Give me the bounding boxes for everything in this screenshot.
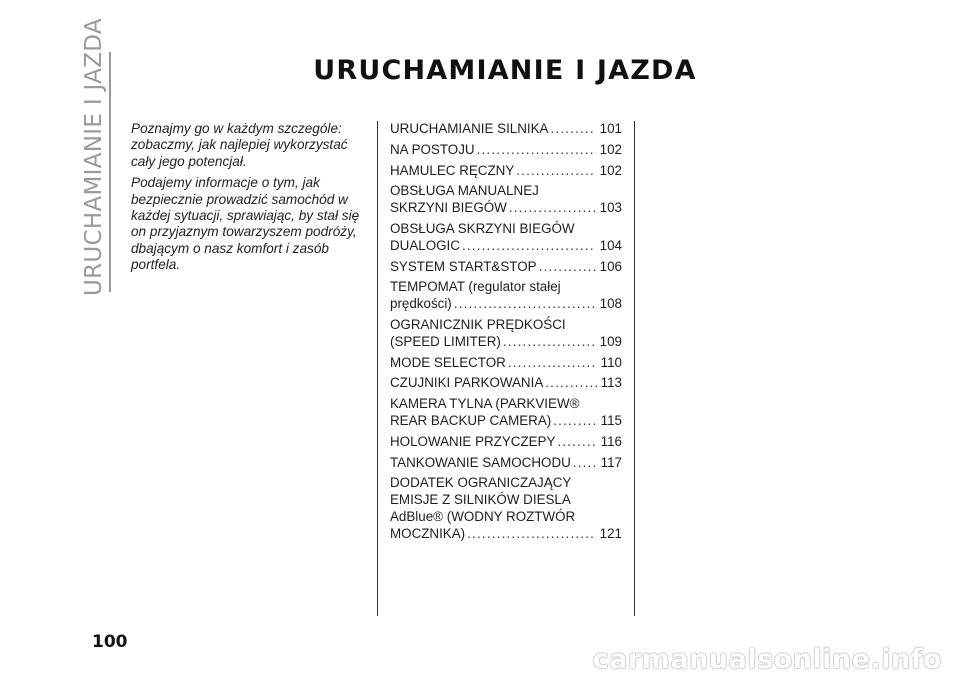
column-divider-left xyxy=(377,121,378,616)
toc-entry-title: SKRZYNI BIEGÓW xyxy=(390,200,507,216)
toc-page-number: 110 xyxy=(600,354,622,370)
toc-entry[interactable] xyxy=(390,221,622,255)
toc-entry[interactable] xyxy=(390,434,622,451)
toc-entry[interactable] xyxy=(390,121,622,138)
dot-leader xyxy=(573,455,597,472)
sidebar-section-title: URUCHAMIANIE I JAZDA xyxy=(81,18,107,296)
toc-entry[interactable] xyxy=(390,355,622,372)
toc-entry-line: DODATEK OGRANICZAJĄCY xyxy=(390,475,572,491)
toc-entry-title: MOCZNIKA) xyxy=(390,525,466,541)
dot-leader xyxy=(553,413,596,430)
toc-entry[interactable] xyxy=(390,455,622,472)
toc-entry-title: MODE SELECTOR xyxy=(390,354,506,370)
toc-entry-title: prędkości) xyxy=(390,296,452,312)
toc-entry-line: TEMPOMAT (regulator stałej xyxy=(390,279,561,295)
toc-entry-title: HOLOWANIE PRZYCZEPY xyxy=(390,433,556,449)
toc-entry-title: TANKOWANIE SAMOCHODU xyxy=(390,454,571,470)
toc-entry-line: OBSŁUGA MANUALNEJ xyxy=(390,183,539,199)
dot-leader xyxy=(516,163,595,180)
toc-entry-title: REAR BACKUP CAMERA) xyxy=(390,412,552,428)
toc-page-number: 113 xyxy=(600,375,622,391)
toc-page-number: 101 xyxy=(599,121,622,136)
toc-entry[interactable] xyxy=(390,317,622,351)
dot-leader xyxy=(545,375,596,392)
dot-leader xyxy=(467,526,596,543)
sidebar-divider xyxy=(109,52,111,292)
toc-entry[interactable] xyxy=(390,279,622,313)
dot-leader xyxy=(509,200,596,217)
page-title: URUCHAMIANIE I JAZDA xyxy=(313,55,697,86)
toc-entry-title: NA POSTOJU xyxy=(390,141,475,157)
table-of-contents xyxy=(390,121,622,547)
toc-page-number: 106 xyxy=(599,258,622,274)
toc-page-number: 108 xyxy=(599,296,622,312)
toc-entry[interactable] xyxy=(390,259,622,276)
toc-entry[interactable] xyxy=(390,163,622,180)
dot-leader xyxy=(550,121,595,138)
toc-entry-title: DUALOGIC xyxy=(390,237,460,253)
intro-paragraph: Podajemy informacje o tym, jak bezpiecznie prowadzić samochód w każdej sytuacji, sprawiając, by stał się on przyjaznym towarzyszem podróży, dbającym o nasz komfort i zasób portfela. xyxy=(131,175,360,273)
dot-leader xyxy=(462,238,596,255)
toc-entry[interactable] xyxy=(390,183,622,217)
page-number: 100 xyxy=(92,632,128,652)
dot-leader xyxy=(557,434,596,451)
toc-entry-title: CZUJNIKI PARKOWANIA xyxy=(390,375,544,391)
intro-text xyxy=(131,121,363,279)
toc-page-number: 102 xyxy=(599,162,622,178)
intro-paragraph: Poznajmy go w każdym szczególe: zobaczmy, jak najlepiej wykorzystać cały jego potencjał. xyxy=(131,121,348,169)
watermark-logo: carmanualsonline.info xyxy=(592,644,942,675)
toc-entry[interactable] xyxy=(390,475,622,542)
dot-leader xyxy=(508,355,597,372)
toc-entry-title: SYSTEM START&STOP xyxy=(390,258,537,274)
toc-entry[interactable] xyxy=(390,375,622,392)
toc-page-number: 102 xyxy=(599,141,622,157)
toc-entry-line: KAMERA TYLNA (PARKVIEW® xyxy=(390,396,580,412)
dot-leader xyxy=(503,334,596,351)
toc-page-number: 103 xyxy=(599,200,622,216)
toc-page-number: 117 xyxy=(600,454,622,470)
toc-entry-line: AdBlue® (WODNY ROZTWÓR xyxy=(390,508,576,524)
toc-entry-line: OBSŁUGA SKRZYNI BIEGÓW xyxy=(390,220,575,236)
toc-entry-line: OGRANICZNIK PRĘDKOŚCI xyxy=(390,316,566,332)
toc-page-number: 121 xyxy=(599,525,622,541)
toc-entry[interactable] xyxy=(390,142,622,159)
toc-entry[interactable] xyxy=(390,396,622,430)
toc-page-number: 116 xyxy=(600,433,622,449)
dot-leader xyxy=(539,259,596,276)
toc-entry-title: URUCHAMIANIE SILNIKA xyxy=(390,121,549,136)
toc-page-number: 115 xyxy=(600,412,622,428)
column-divider-right xyxy=(634,121,635,616)
toc-page-number: 109 xyxy=(599,333,622,349)
toc-entry-title: (SPEED LIMITER) xyxy=(390,333,501,349)
dot-leader xyxy=(454,296,596,313)
toc-page-number: 104 xyxy=(599,237,622,253)
dot-leader xyxy=(477,142,596,159)
toc-entry-title: HAMULEC RĘCZNY xyxy=(390,162,515,178)
toc-entry-line: EMISJE Z SILNIKÓW DIESLA xyxy=(390,492,571,508)
